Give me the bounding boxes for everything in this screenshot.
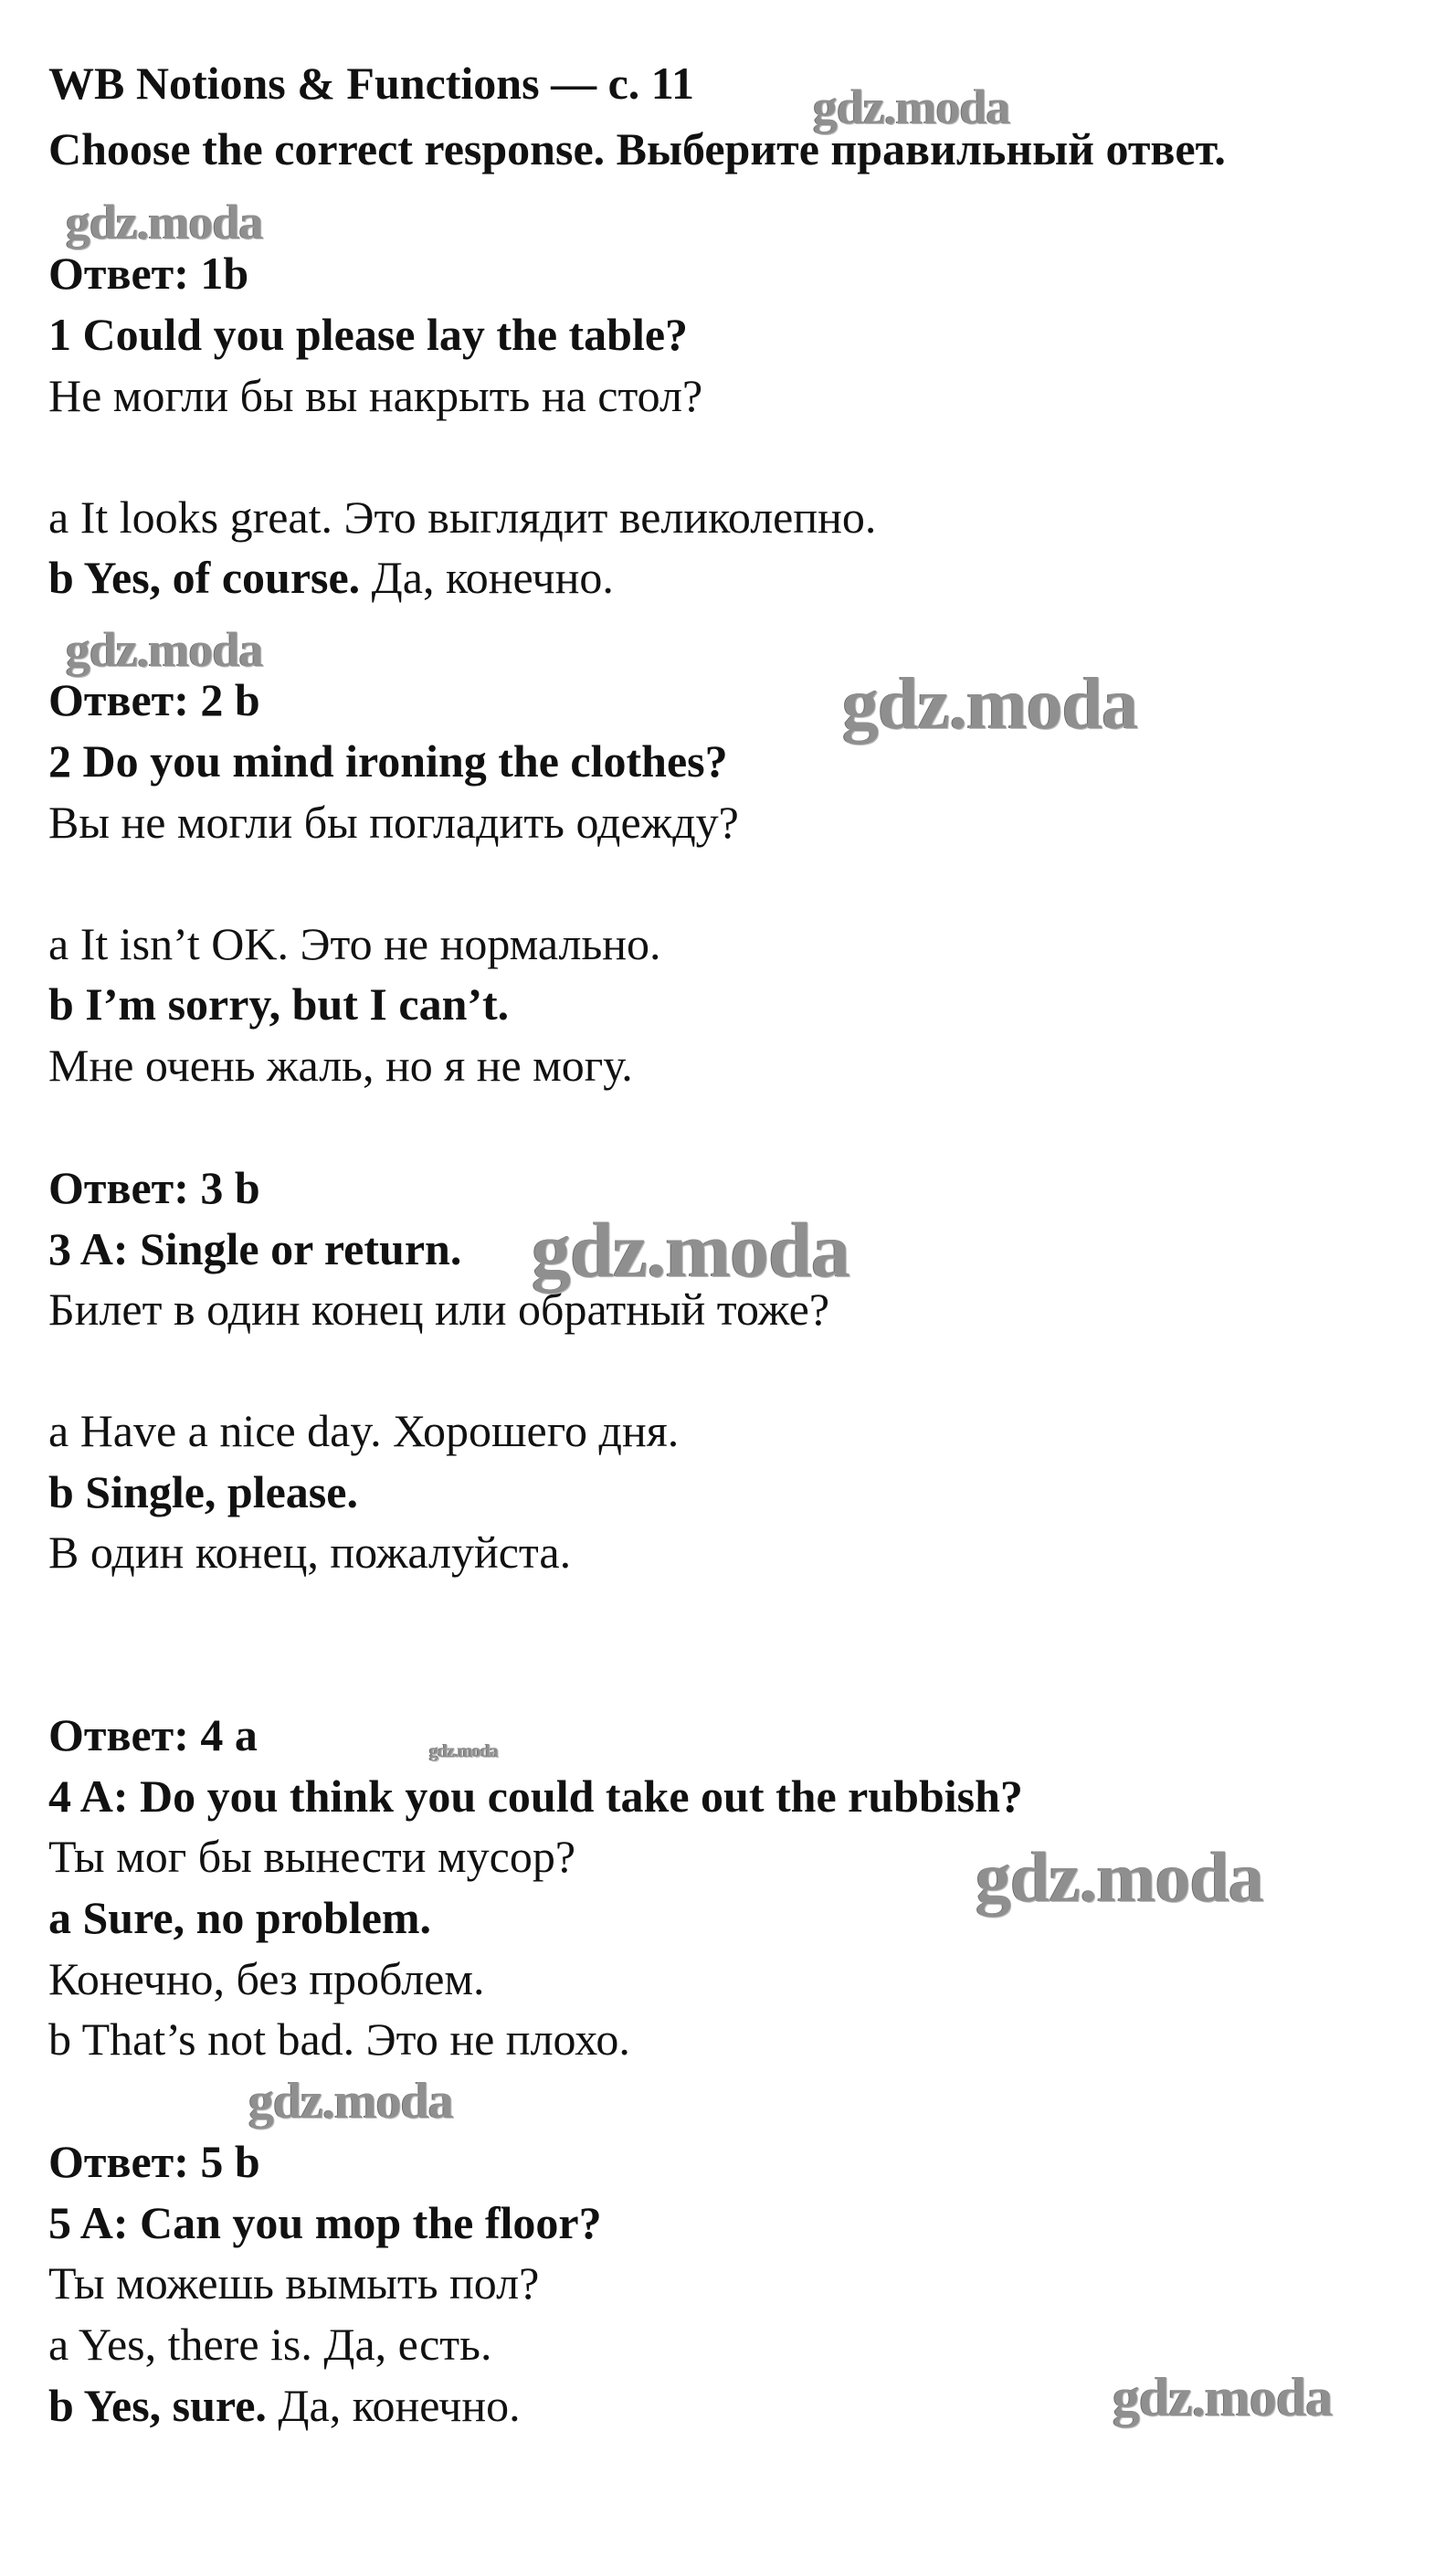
page-title: WB Notions & Functions — с. 11 <box>48 58 695 109</box>
question-5: 5 A: Can you mop the floor? <box>48 2197 602 2248</box>
option-5b-translation: Да, конечно. <box>266 2380 521 2431</box>
watermark-logo: gdz.moda <box>66 195 263 249</box>
option-2b-translation: Мне очень жаль, но я не могу. <box>48 1040 633 1091</box>
question-2: 2 Do you mind ironing the clothes? <box>48 735 728 787</box>
watermark-logo: gdz.moda <box>813 79 1010 134</box>
watermark-logo: gdz.moda <box>1113 2367 1333 2427</box>
question-2-translation: Вы не могли бы погладить одежду? <box>48 797 739 848</box>
instruction: Choose the correct response. Выберите правильный ответ. <box>48 123 1226 174</box>
watermark-logo: gdz.moda <box>66 622 263 677</box>
watermark-logo: gdz.moda <box>248 2073 453 2129</box>
watermark-logo: gdz.moda <box>429 1741 498 1761</box>
watermark-logo: gdz.moda <box>976 1837 1263 1917</box>
option-1b-translation: Да, конечно. <box>360 552 614 603</box>
option-4a-translation: Конечно, без проблем. <box>48 1953 485 2004</box>
question-4: 4 A: Do you think you could take out the rubbish? <box>48 1770 1023 1822</box>
option-3b-translation: В один конец, пожалуйста. <box>48 1527 572 1578</box>
option-1b-text: b Yes, of course. <box>48 552 361 603</box>
option-4b: b That’s not bad. Это не плохо. <box>48 2013 630 2065</box>
option-5b <box>48 2375 521 2436</box>
question-4-translation: Ты мог бы вынести мусор? <box>48 1831 576 1882</box>
option-5a: a Yes, there is. Да, есть. <box>48 2319 492 2370</box>
answer-3: Ответ: 3 b <box>48 1162 260 1213</box>
question-1-translation: Не могли бы вы накрыть на стол? <box>48 370 703 421</box>
option-2b: b I’m sorry, but I can’t. <box>48 978 510 1030</box>
question-5-translation: Ты можешь вымыть пол? <box>48 2257 540 2309</box>
option-5b-text: b Yes, sure. <box>48 2380 267 2431</box>
option-4a: a Sure, no problem. <box>48 1892 432 1943</box>
question-3-translation: Билет в один конец или обратный тоже? <box>48 1284 830 1335</box>
watermark-logo: gdz.moda <box>842 664 1138 745</box>
answer-1: Ответ: 1b <box>48 248 249 299</box>
answer-5: Ответ: 5 b <box>48 2136 260 2187</box>
option-1a: a It looks great. Это выглядит великолепно. <box>48 491 877 543</box>
option-3b: b Single, please. <box>48 1466 358 1517</box>
question-1: 1 Could you please lay the table? <box>48 309 689 360</box>
option-3a: a Have a nice day. Хорошего дня. <box>48 1405 680 1456</box>
watermark-logo: gdz.moda <box>532 1206 849 1294</box>
question-3: 3 A: Single or return. <box>48 1223 462 1274</box>
answer-2: Ответ: 2 b <box>48 674 260 725</box>
option-2a: a It isn’t OK. Это не нормально. <box>48 918 661 969</box>
option-1b <box>48 547 614 608</box>
answer-4: Ответ: 4 a <box>48 1709 258 1760</box>
